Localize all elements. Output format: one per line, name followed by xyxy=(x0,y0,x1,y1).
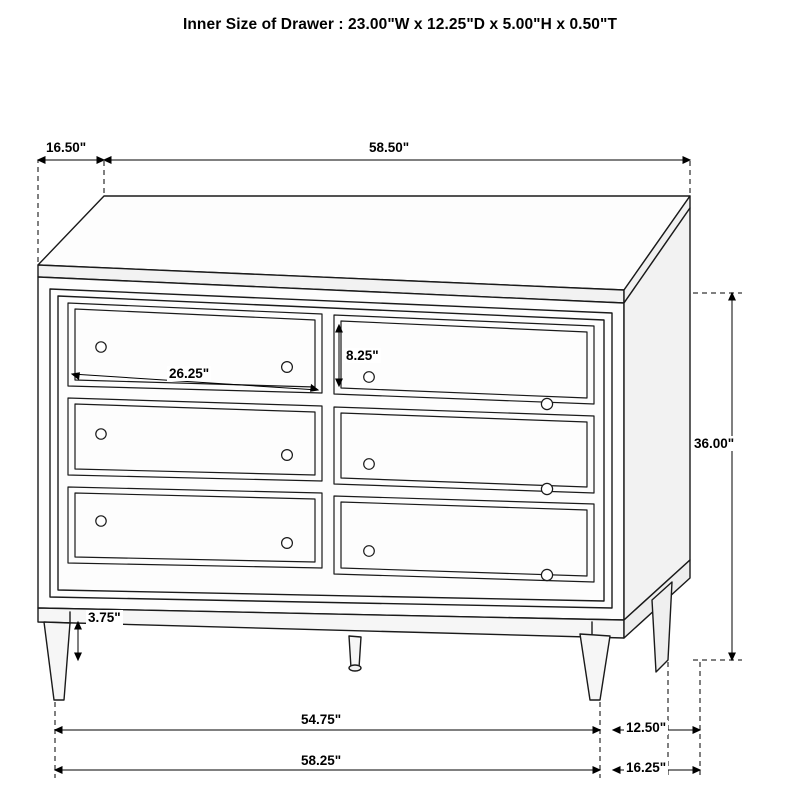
dim-label-leg-height: 3.75" xyxy=(88,610,121,625)
dim-label-width-top: 58.50" xyxy=(369,140,410,155)
extension-lines-right xyxy=(693,293,742,660)
dim-leg-height xyxy=(75,622,81,660)
page-title: Inner Size of Drawer : 23.00"W x 12.25"D x 5.00"H x 0.50"T xyxy=(182,16,618,33)
dim-depth-top xyxy=(38,157,104,163)
dim-label-drawer-left-width: 26.25" xyxy=(169,366,210,381)
dim-label-depth-top: 16.50" xyxy=(46,140,87,155)
dim-leg-span xyxy=(55,727,600,733)
dim-label-height-right: 36.00" xyxy=(694,436,735,451)
dim-label-base-width: 58.25" xyxy=(301,753,342,768)
dim-width-top xyxy=(104,157,690,163)
dim-label-drawer-height: 8.25" xyxy=(346,348,379,363)
dim-label-leg-span: 54.75" xyxy=(301,712,342,727)
dim-label-base-depth-outer: 16.25" xyxy=(626,760,667,775)
dim-height-right xyxy=(729,293,735,660)
dim-label-base-depth: 12.50" xyxy=(626,720,667,735)
